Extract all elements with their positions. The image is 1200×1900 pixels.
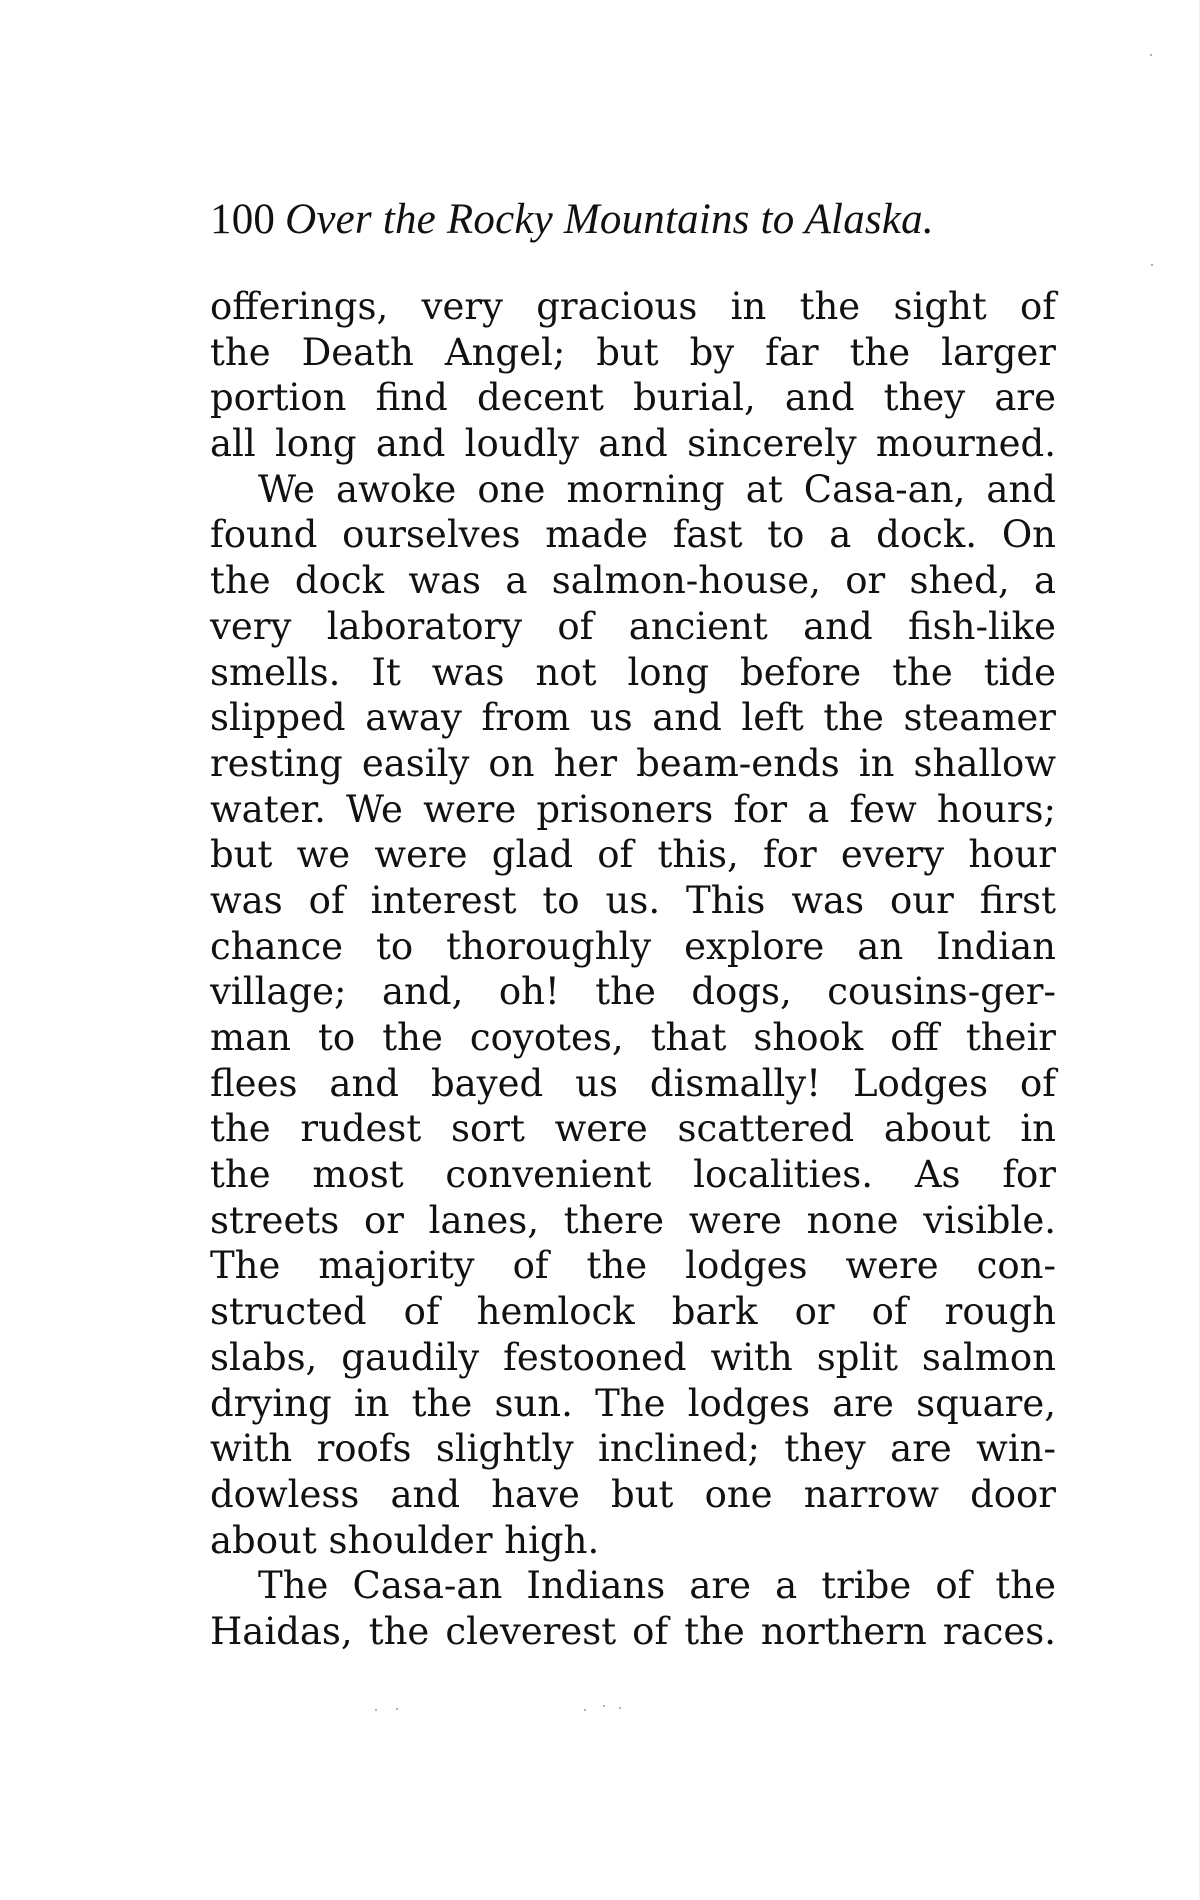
scan-speck (396, 1708, 398, 1710)
text-line: The majority of the lodges were con- (210, 1244, 1056, 1288)
text-line: water. We were prisoners for a few hours; (210, 787, 1056, 831)
text-line: The Casa-an Indians are a tribe of the (258, 1564, 1056, 1608)
scan-speck (1150, 54, 1152, 56)
text-line: dowless and have but one narrow door (210, 1472, 1056, 1516)
text-line: found ourselves made fast to a dock. On (210, 513, 1056, 557)
paragraph-casa-an-arrival (210, 467, 1056, 1564)
scan-speck (1151, 264, 1153, 266)
text-line: the rudest sort were scattered about in (210, 1107, 1056, 1151)
text-line: the dock was a salmon-house, or shed, a (210, 559, 1056, 603)
text-line: man to the coyotes, that shook off their (210, 1016, 1056, 1059)
text-line: with roofs slightly inclined; they are win- (210, 1427, 1056, 1471)
text-line: flees and bayed us dismally! Lodges of (210, 1061, 1056, 1105)
text-line: very laboratory of ancient and fish-like (210, 604, 1056, 648)
text-line: chance to thoroughly explore an Indian (210, 924, 1056, 968)
text-line: Haidas, the cleverest of the northern races. (210, 1609, 1056, 1653)
text-line: about shoulder high. (210, 1518, 600, 1562)
scan-speck (375, 1709, 377, 1711)
text-line: slabs, gaudily festooned with split salmon (210, 1335, 1056, 1379)
text-line: the Death Angel; but by far the larger (210, 330, 1056, 374)
text-line: offerings, very gracious in the sight of (210, 285, 1056, 328)
text-line: streets or lanes, there were none visible. (210, 1198, 1056, 1242)
text-line: the most convenient localities. As for (210, 1153, 1056, 1197)
running-title: Over the Rocky Mountains to Alaska. (285, 196, 934, 243)
text-line: portion find decent burial, and they are (210, 376, 1056, 420)
paragraph-continued (210, 284, 1056, 467)
text-line: structed of hemlock bark or of rough (210, 1290, 1056, 1334)
scan-speck (619, 1707, 621, 1709)
scan-speck (603, 1705, 605, 1707)
text-line: all long and loudly and sincerely mourned. (210, 422, 1056, 466)
text-line: smells. It was not long before the tide (210, 650, 1056, 694)
text-line: was of interest to us. This was our first (210, 878, 1056, 922)
scan-speck (584, 1709, 586, 1711)
page-number: 100 (210, 196, 276, 243)
text-line: but we were glad of this, for every hour (210, 833, 1056, 877)
paragraph-casa-an-indians (210, 1563, 1056, 1654)
text-line: drying in the sun. The lodges are square, (210, 1381, 1056, 1425)
text-line: resting easily on her beam-ends in shallow (210, 741, 1056, 785)
body-text (210, 284, 1056, 1655)
text-line: slipped away from us and left the steamer (210, 696, 1056, 740)
text-line: village; and, oh! the dogs, cousins-ger- (210, 970, 1056, 1014)
text-line: We awoke one morning at Casa-an, and (258, 467, 1056, 511)
page-header (210, 194, 1070, 246)
